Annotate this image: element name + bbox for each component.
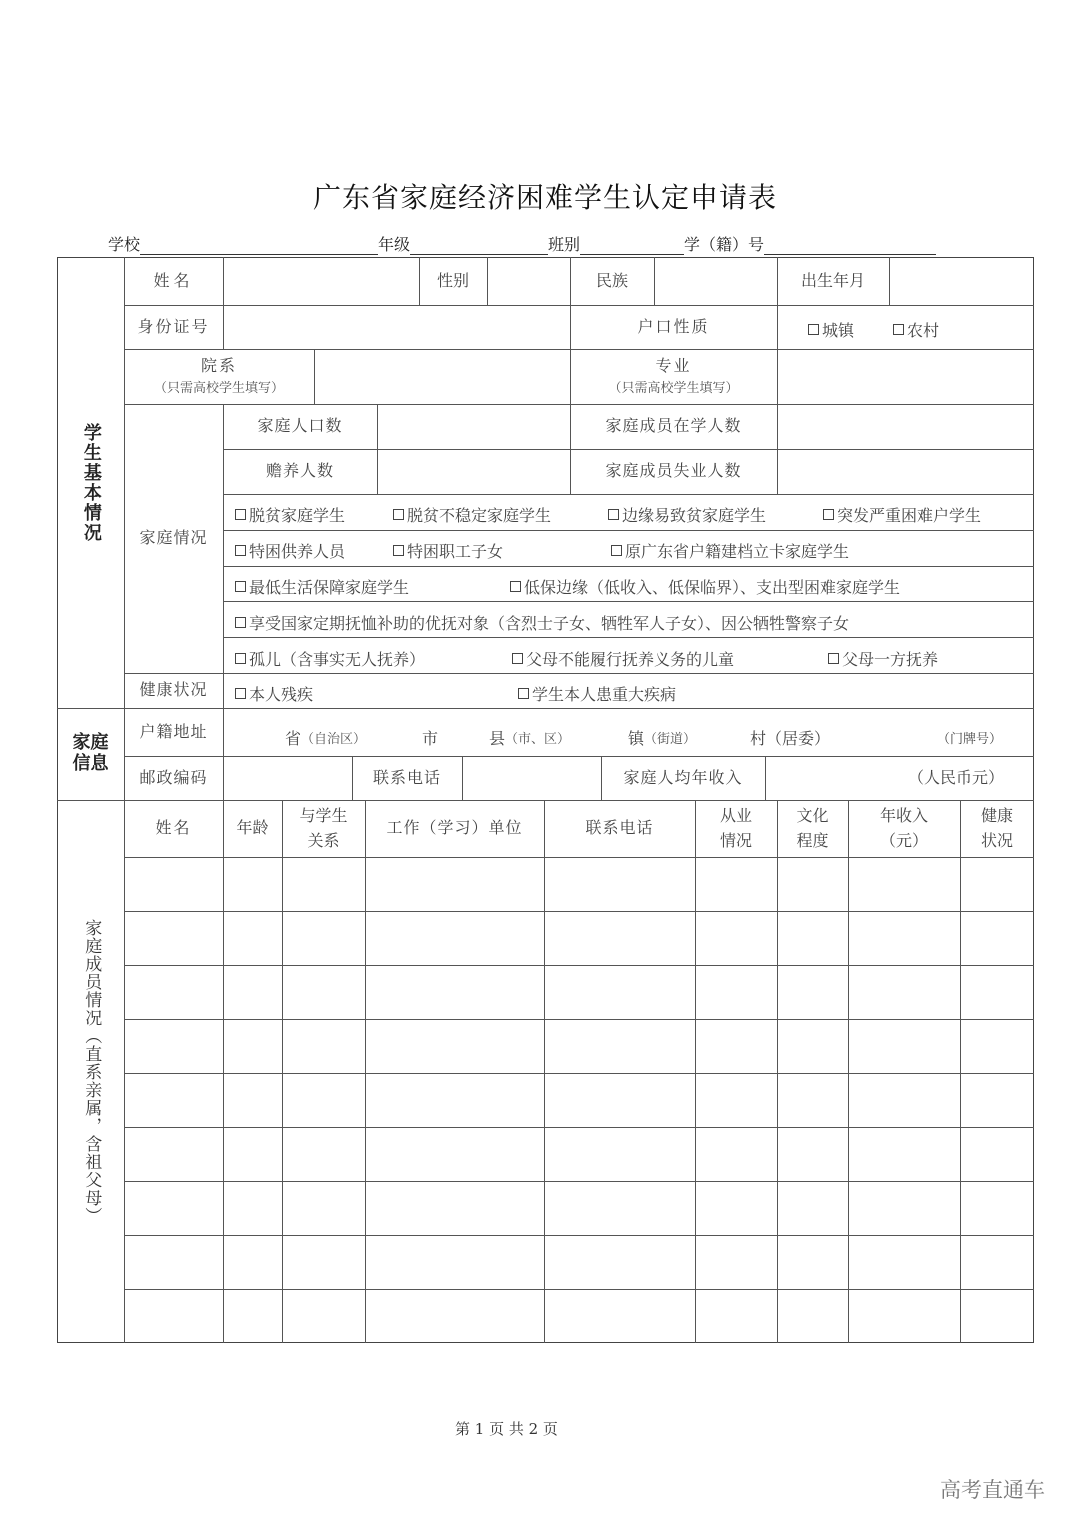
divider	[223, 494, 1034, 495]
department-note: （只需高校学生填写）	[153, 380, 284, 396]
gender-label: 性别	[436, 270, 469, 290]
section-student-basic: 学生基本情况	[80, 422, 102, 543]
dependents-field[interactable]	[377, 449, 570, 494]
subheader	[108, 232, 936, 255]
hukou-label: 户口性质	[637, 316, 710, 336]
checkbox-icon	[235, 509, 246, 520]
checkbox-icon	[893, 324, 904, 335]
family-situation-label: 家庭情况	[139, 528, 208, 548]
checkbox-icon	[518, 688, 529, 699]
birth-field[interactable]	[889, 257, 1034, 305]
unemployed-count-label: 家庭成员失业人数	[605, 461, 742, 481]
major-note: （只需高校学生填写）	[608, 380, 739, 396]
gender-field[interactable]	[487, 257, 570, 305]
department-label: 院系	[200, 356, 237, 376]
checkbox-icon	[828, 653, 839, 664]
department-field[interactable]	[314, 349, 570, 404]
divider	[124, 673, 1034, 674]
table-row[interactable]	[124, 1073, 1034, 1127]
col-header-employment: 从业 情况	[719, 805, 752, 850]
col-header-age: 年龄	[236, 818, 269, 838]
divider	[777, 305, 778, 349]
table-row[interactable]	[124, 1127, 1034, 1181]
col-header-health: 健康 状况	[980, 805, 1013, 850]
major-label: 专业	[655, 356, 692, 376]
health-label: 健康状况	[139, 680, 208, 700]
divider	[223, 530, 1034, 531]
cb-special-hardship-support[interactable]: 特困供养人员	[235, 539, 345, 562]
school-field[interactable]	[140, 238, 378, 255]
name-label: 姓名	[153, 270, 194, 290]
postal-code-label: 邮政编码	[139, 767, 208, 787]
table-row[interactable]	[124, 857, 1034, 911]
divider	[223, 566, 1034, 567]
checkbox-icon	[235, 545, 246, 556]
col-header-phone: 联系电话	[585, 818, 654, 838]
form-title: 广东省家庭经济困难学生认定申请表	[312, 181, 777, 214]
col-header-income: 年收入 （元）	[879, 805, 928, 850]
id-number-field[interactable]	[223, 305, 570, 349]
checkbox-icon	[608, 509, 619, 520]
checkbox-icon	[611, 545, 622, 556]
cb-registered-poor-household[interactable]: 原广东省户籍建档立卡家庭学生	[611, 539, 849, 562]
divider	[223, 637, 1034, 638]
income-label: 家庭人均年收入	[623, 767, 743, 787]
cb-hardship-worker-children[interactable]: 特困职工子女	[393, 539, 503, 562]
cb-parents-unable[interactable]: 父母不能履行抚养义务的儿童	[512, 647, 734, 670]
school-label: 学校	[108, 235, 141, 254]
birth-label: 出生年月	[800, 270, 865, 290]
student-id-label: 学（籍）号	[684, 235, 765, 254]
household-size-label: 家庭人口数	[257, 416, 343, 436]
col-header-education: 文化 程度	[796, 805, 829, 850]
id-number-label: 身份证号	[137, 316, 210, 336]
in-school-count-label: 家庭成员在学人数	[605, 416, 742, 436]
grade-field[interactable]	[410, 238, 548, 255]
table-row[interactable]	[124, 1181, 1034, 1235]
major-label-cell	[570, 349, 777, 404]
checkbox-icon	[393, 545, 404, 556]
postal-code-field[interactable]	[223, 756, 352, 800]
cb-minimum-living-allowance[interactable]: 最低生活保障家庭学生	[235, 575, 409, 598]
cb-sudden-hardship[interactable]: 突发严重困难户学生	[823, 503, 981, 526]
household-size-field[interactable]	[377, 404, 570, 449]
table-row[interactable]	[124, 1019, 1034, 1073]
checkbox-icon	[823, 509, 834, 520]
section-family-info: 家庭信息	[72, 732, 109, 774]
cb-disability[interactable]: 本人残疾	[235, 682, 313, 705]
unemployed-count-field[interactable]	[777, 449, 1034, 494]
hukou-rural-checkbox[interactable]: 农村	[893, 318, 939, 341]
address-house-number: （门牌号）	[937, 732, 1003, 747]
checkbox-icon	[235, 688, 246, 699]
income-field[interactable]	[765, 756, 1034, 800]
department-label-cell	[124, 349, 314, 404]
address-label: 户籍地址	[139, 721, 208, 741]
address-province: 省 （自治区）	[285, 729, 367, 748]
class-field[interactable]	[580, 238, 684, 255]
ethnicity-label: 民族	[595, 270, 628, 290]
watermark: 高考直通车	[940, 1478, 1045, 1502]
checkbox-icon	[393, 509, 404, 520]
cb-low-income-marginal[interactable]: 低保边缘（低收入、低保临界）、支出型困难家庭学生	[510, 575, 900, 598]
phone-field[interactable]	[462, 756, 601, 800]
major-field[interactable]	[777, 349, 1034, 404]
in-school-count-field[interactable]	[777, 404, 1034, 449]
table-row[interactable]	[124, 1289, 1034, 1343]
phone-label: 联系电话	[372, 767, 441, 787]
hukou-urban-checkbox[interactable]: 城镇	[808, 318, 854, 341]
cb-unstable-out-of-poverty[interactable]: 脱贫不稳定家庭学生	[393, 503, 551, 526]
cb-serious-illness[interactable]: 学生本人患重大疾病	[518, 682, 676, 705]
checkbox-icon	[235, 653, 246, 664]
section-family-members: 家庭成员情况（直系亲属，含祖父母）	[81, 918, 102, 1225]
table-row[interactable]	[124, 1235, 1034, 1289]
col-header-relation: 与学生 关系	[299, 805, 348, 850]
checkbox-icon	[235, 617, 246, 628]
grade-label: 年级	[378, 235, 411, 254]
col-header-name: 姓名	[155, 818, 192, 838]
student-id-field[interactable]	[764, 238, 936, 255]
cb-marginal-poverty-risk[interactable]: 边缘易致贫家庭学生	[608, 503, 766, 526]
cb-out-of-poverty[interactable]: 脱贫家庭学生	[235, 503, 345, 526]
name-field[interactable]	[223, 257, 419, 305]
checkbox-icon	[510, 581, 521, 592]
table-row[interactable]	[124, 911, 1034, 965]
cb-single-parent[interactable]: 父母一方抚养	[828, 647, 938, 670]
dependents-label: 赡养人数	[265, 461, 334, 481]
address-county: 县 （市、区）	[489, 729, 571, 748]
checkbox-icon	[808, 324, 819, 335]
checkbox-icon	[235, 581, 246, 592]
cb-preferential-treatment[interactable]: 享受国家定期抚恤补助的优抚对象（含烈士子女、牺牲军人子女）、因公牺牲警察子女	[235, 611, 849, 634]
income-unit: （人民币元）	[907, 767, 1004, 787]
address-village: 村（居委）	[750, 729, 831, 748]
page-number: 第 1 页 共 2 页	[455, 1420, 558, 1438]
address-town: 镇 （街道）	[628, 729, 697, 748]
address-city: 市	[422, 729, 439, 748]
cb-orphan[interactable]: 孤儿（含事实无人抚养）	[235, 647, 425, 670]
divider	[223, 601, 1034, 602]
checkbox-icon	[512, 653, 523, 664]
class-label: 班别	[548, 235, 581, 254]
col-header-employer: 工作（学习）单位	[386, 818, 523, 838]
table-row[interactable]	[124, 965, 1034, 1019]
ethnicity-field[interactable]	[654, 257, 777, 305]
